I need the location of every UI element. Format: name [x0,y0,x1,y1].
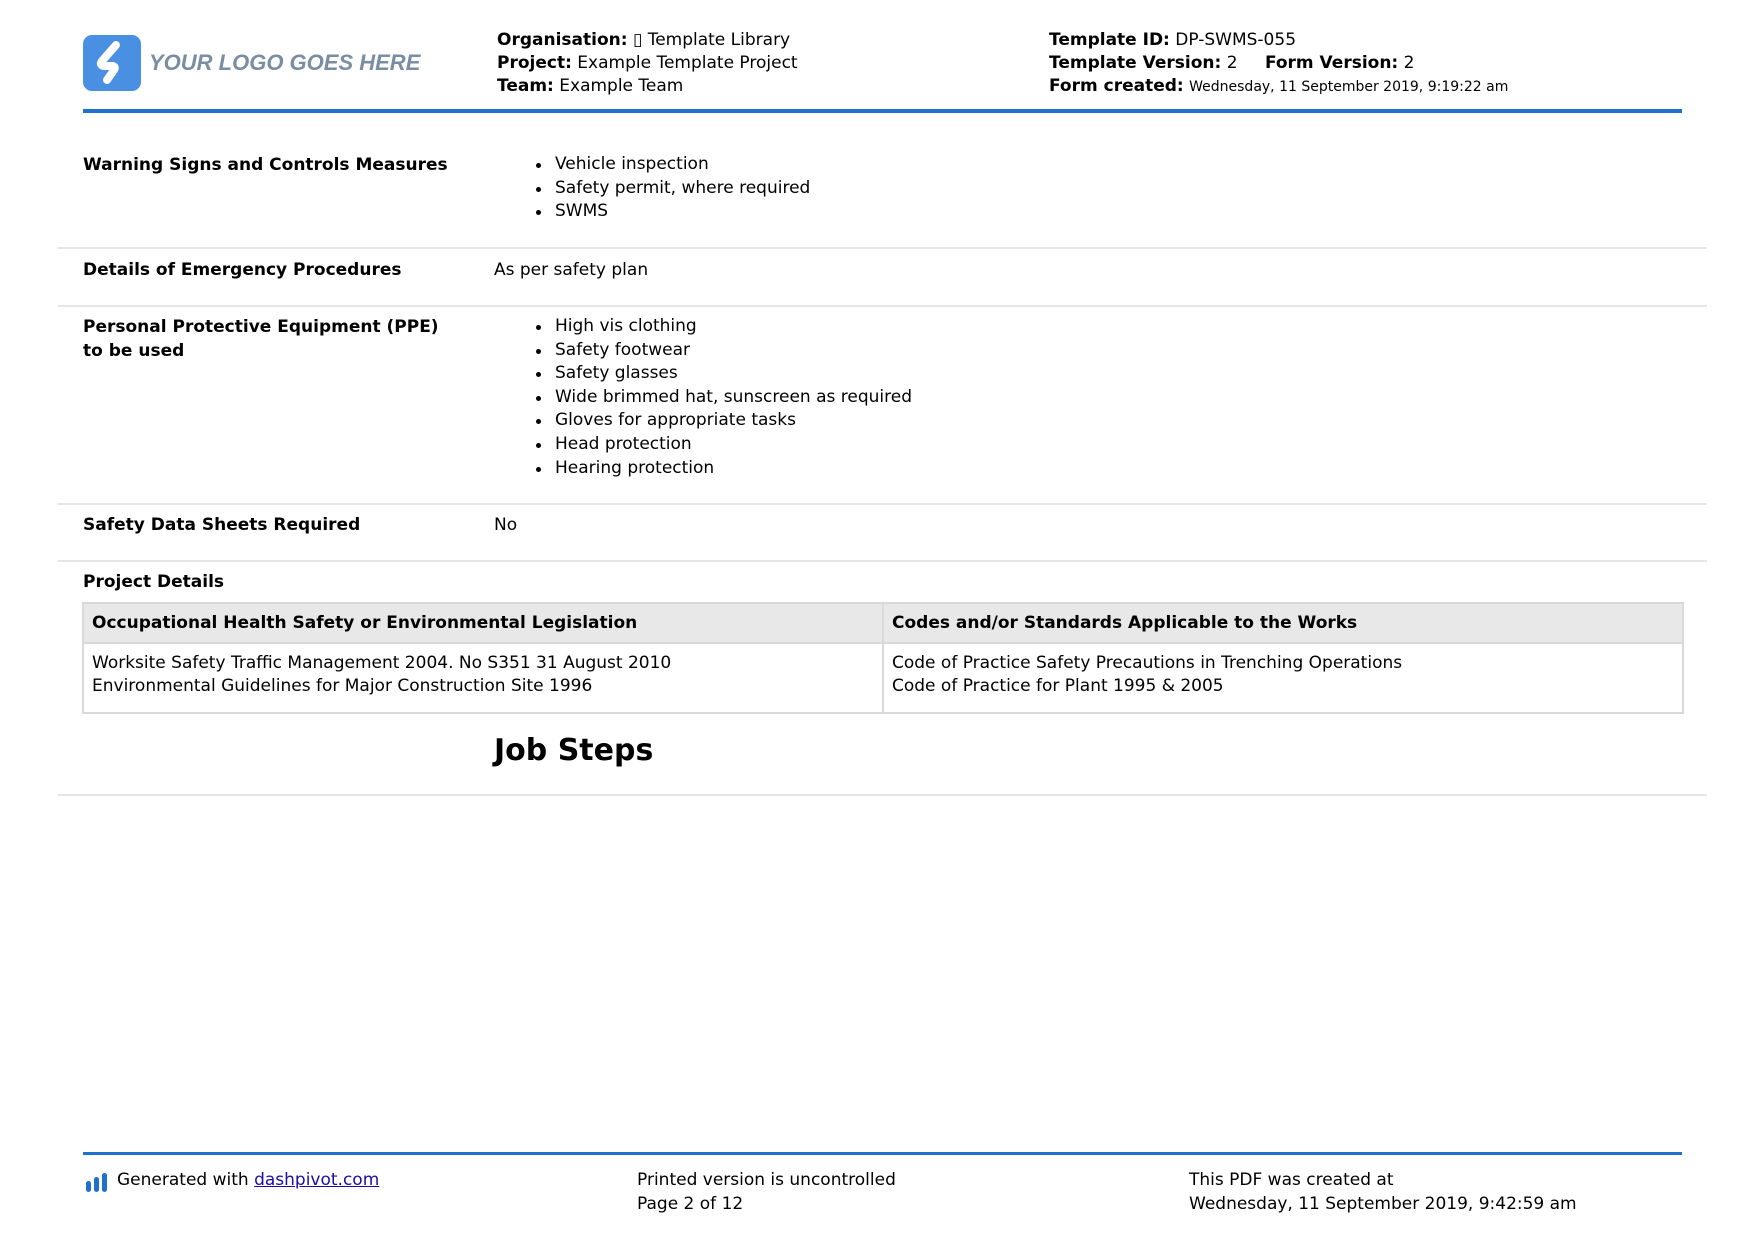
list-item: High vis clothing [533,315,912,339]
generated-with [117,1168,379,1192]
row-divider [58,305,1707,307]
dashpivot-link[interactable]: dashpivot.com [254,1170,380,1190]
column-header: Codes and/or Standards Applicable to the Works [883,603,1683,643]
form-version-label: Form Version: [1264,53,1399,73]
pdf-created-value: Wednesday, 11 September 2019, 9:42:59 am [1189,1194,1577,1214]
pdf-created [1189,1168,1577,1216]
warning-signs-label: Warning Signs and Controls Measures [83,155,448,175]
table-header-row [83,603,1683,643]
pdf-created-label: This PDF was created at [1189,1170,1394,1190]
organisation-line [497,29,790,52]
cell-line: Worksite Safety Traffic Management 2004. No S351 31 August 2010 [92,653,672,673]
form-created-value: Wednesday, 11 September 2019, 9:19:22 am [1189,79,1509,95]
logo-icon [83,35,141,91]
ppe-list [533,315,912,480]
team-value: Example Team [559,76,684,96]
template-version-label: Template Version: [1049,53,1222,73]
emergency-procedures-label: Details of Emergency Procedures [83,260,402,280]
uncontrolled-text: Printed version is uncontrolled [637,1170,896,1190]
sds-label: Safety Data Sheets Required [83,515,361,535]
page-number: Page 2 of 12 [637,1194,744,1214]
uncontrolled-note [637,1168,896,1216]
team-line [497,75,683,98]
template-id-line [1049,29,1296,52]
table-row [83,643,1683,713]
template-version-value: 2 [1226,53,1238,73]
project-details-table [82,602,1684,714]
template-id-label: Template ID: [1049,30,1170,50]
project-value: Example Template Project [577,53,798,73]
list-item: Gloves for appropriate tasks [533,409,912,433]
row-divider [58,560,1707,562]
cell-line: Code of Practice for Plant 1995 & 2005 [892,676,1224,696]
header-divider [83,109,1682,113]
column-header: Occupational Health Safety or Environmental Legislation [83,603,883,643]
logo-text: YOUR LOGO GOES HERE [149,50,421,75]
row-divider [58,794,1707,796]
list-item: Safety glasses [533,362,912,386]
list-item: Hearing protection [533,457,912,481]
table-cell [883,643,1683,713]
footer-divider [83,1152,1682,1155]
organisation-label: Organisation: [497,30,628,50]
ppe-label-line2: to be used [83,341,185,361]
generated-prefix: Generated with [117,1170,249,1190]
dashpivot-bars-icon [86,1172,110,1197]
project-line [497,52,798,75]
form-created-line [1049,75,1508,99]
list-item: Wide brimmed hat, sunscreen as required [533,386,912,410]
emergency-procedures-value: As per safety plan [494,260,649,280]
job-steps-heading: Job Steps [494,733,654,768]
project-details-title: Project Details [83,572,225,592]
list-item: Vehicle inspection [533,153,810,177]
template-id-value: DP-SWMS-055 [1175,30,1297,50]
list-item: Safety permit, where required [533,177,810,201]
project-label: Project: [497,53,572,73]
sds-value: No [494,515,518,535]
list-item: Safety footwear [533,339,912,363]
team-label: Team: [497,76,554,96]
table-cell [83,643,883,713]
ppe-label [83,315,439,363]
row-divider [58,247,1707,249]
cell-line: Environmental Guidelines for Major Construction Site 1996 [92,676,593,696]
row-divider [58,503,1707,505]
form-version-value: 2 [1403,53,1415,73]
version-line [1049,52,1414,75]
form-created-label: Form created: [1049,76,1184,96]
ppe-label-line1: Personal Protective Equipment (PPE) [83,317,439,337]
cell-line: Code of Practice Safety Precautions in Trenching Operations [892,653,1403,673]
list-item: SWMS [533,200,810,224]
list-item: Head protection [533,433,912,457]
warning-signs-list [533,153,810,224]
organisation-value: ▯ Template Library [632,30,791,50]
